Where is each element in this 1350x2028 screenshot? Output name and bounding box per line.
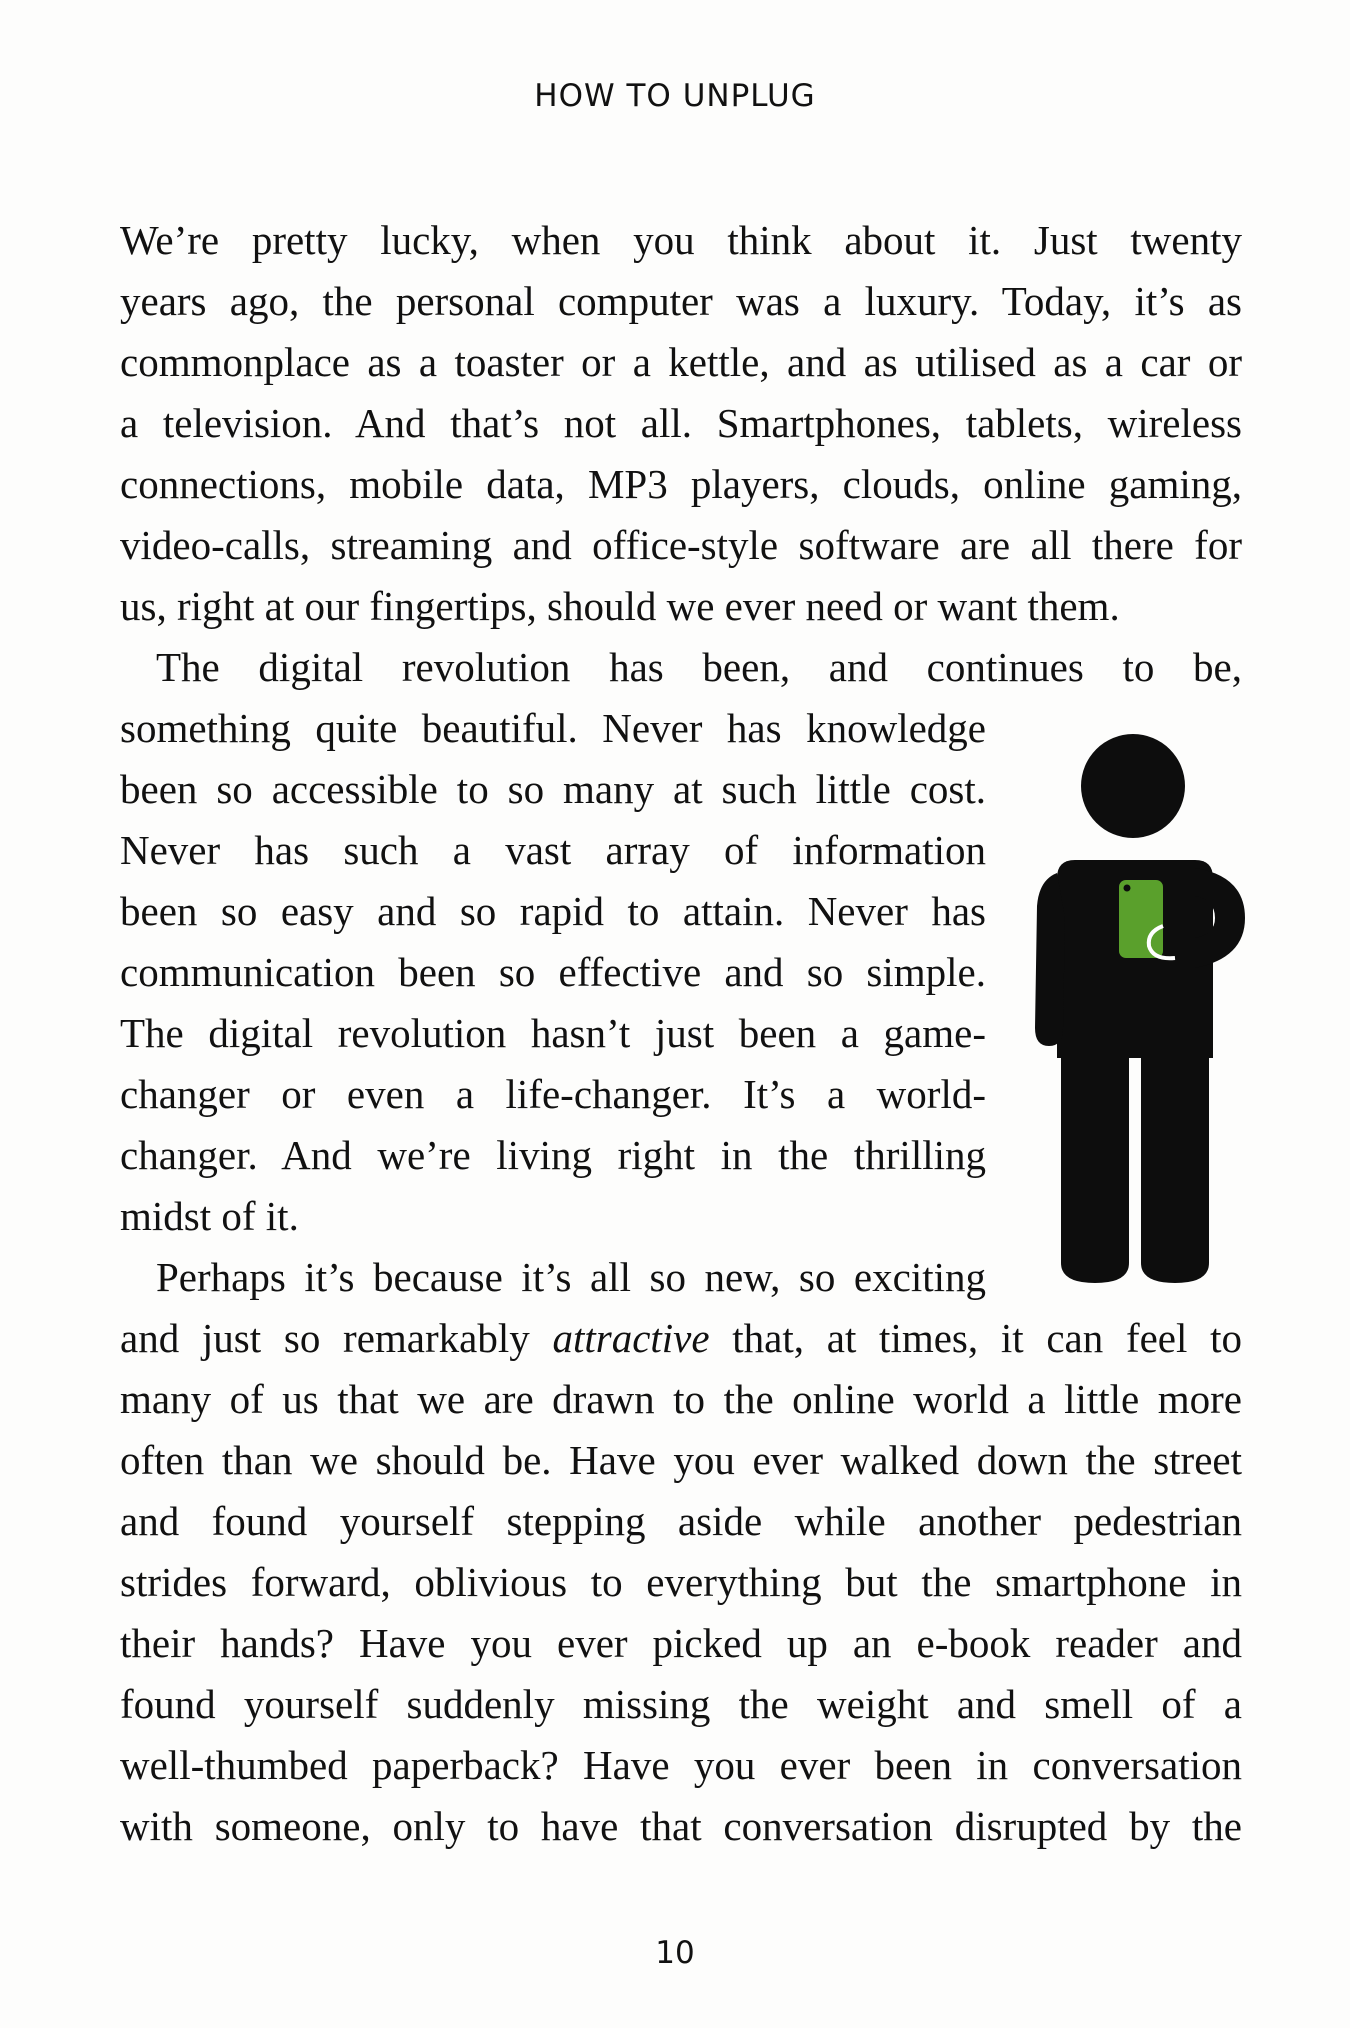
text-line: changer. And we’re living right in the thrilling	[120, 1132, 986, 1178]
running-head: HOW TO UNPLUG	[534, 78, 816, 114]
text-line: video-calls, streaming and office-style software are all there for	[120, 522, 1242, 568]
text-line: Perhaps it’s because it’s all so new, so exciting	[156, 1254, 986, 1300]
text-line: often than we should be. Have you ever walked down the street	[120, 1437, 1242, 1483]
text-line: years ago, the personal computer was a luxury. Today, it’s as	[120, 278, 1242, 324]
text-line	[120, 1308, 1242, 1369]
text-line: many of us that we are drawn to the online world a little more	[120, 1376, 1242, 1422]
text-line: strides forward, oblivious to everything but the smartphone in	[120, 1559, 1242, 1605]
text-run: that, at times, it can feel to	[709, 1315, 1243, 1361]
paragraph-3	[120, 1247, 1242, 1857]
text-line: a television. And that’s not all. Smartphones, tablets, wireless	[120, 400, 1242, 446]
paragraph-1	[120, 210, 1242, 637]
text-line: changer or even a life-changer. It’s a world-	[120, 1071, 986, 1117]
text-run: and just so remarkably	[120, 1315, 553, 1361]
text-line: their hands? Have you ever picked up an e-book reader and	[120, 1620, 1242, 1666]
text-line: us, right at our fingertips, should we ever need or want them.	[120, 583, 1120, 629]
emphasis-text: attractive	[552, 1315, 710, 1361]
text-line: something quite beautiful. Never has knowledge	[120, 705, 986, 751]
person-with-smartphone-icon	[1035, 728, 1255, 1288]
text-line: The digital revolution hasn’t just been a game-	[120, 1010, 986, 1056]
page-number: 10	[655, 1935, 695, 1971]
text-line: connections, mobile data, MP3 players, clouds, online gaming,	[120, 461, 1242, 507]
text-line: and found yourself stepping aside while another pedestrian	[120, 1498, 1242, 1544]
text-line: The digital revolution has been, and continues to be,	[156, 644, 1242, 690]
text-line: communication been so effective and so simple.	[120, 949, 986, 995]
figure-left-arm	[1035, 873, 1065, 1046]
text-line: We’re pretty lucky, when you think about it. Just twenty	[120, 217, 1242, 263]
text-line: Never has such a vast array of information	[120, 827, 986, 873]
figure-head	[1081, 734, 1185, 838]
text-line: been so easy and so rapid to attain. Never has	[120, 888, 986, 934]
figure-left-leg	[1061, 1048, 1129, 1283]
figure-right-leg	[1141, 1048, 1209, 1283]
text-line: well-thumbed paperback? Have you ever been in conversation	[120, 1742, 1242, 1788]
smartphone	[1119, 880, 1163, 958]
text-line: midst of it.	[120, 1193, 299, 1239]
text-line: commonplace as a toaster or a kettle, and as utilised as a car or	[120, 339, 1242, 385]
text-line: found yourself suddenly missing the weight and smell of a	[120, 1681, 1242, 1727]
smartphone-camera	[1124, 885, 1131, 892]
text-line: been so accessible to so many at such little cost.	[120, 766, 986, 812]
text-line: with someone, only to have that conversation disrupted by the	[120, 1803, 1242, 1849]
